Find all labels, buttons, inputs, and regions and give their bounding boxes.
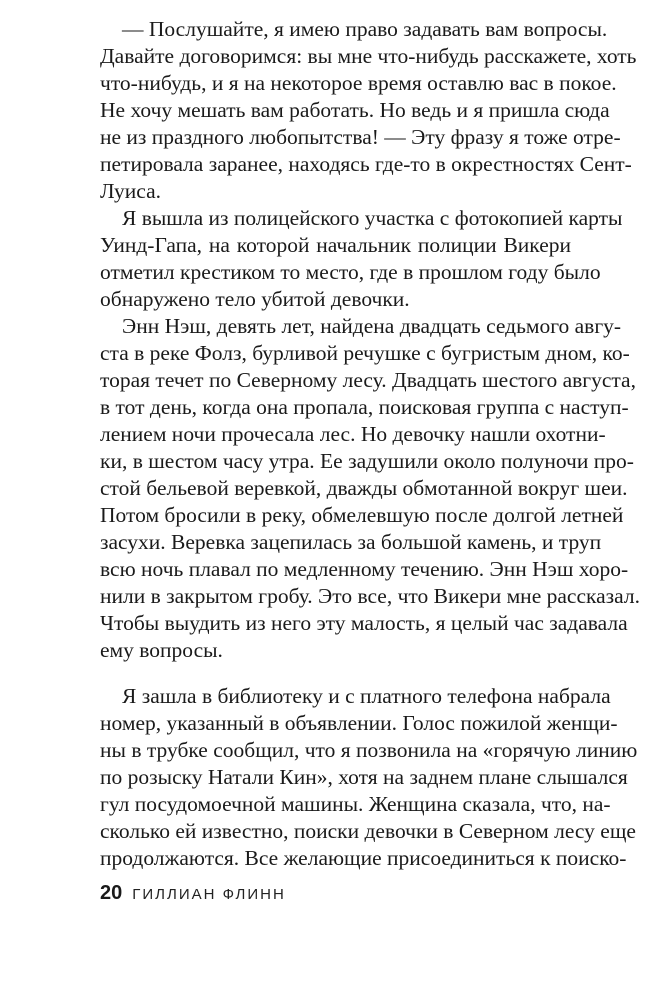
text-line: Давайте договоримся: вы мне что-нибудь расскажете, хоть: [100, 44, 637, 68]
text-line: петировала заранее, находясь где-то в окрестностях Сент-: [100, 152, 632, 176]
text-line: Луиса.: [100, 179, 162, 203]
text-line: сколько ей известно, поиски девочки в Северном лесу еще: [100, 819, 636, 843]
text-line: нили в закрытом гробу. Это все, что Викери мне рассказал.: [100, 584, 640, 608]
text-line: ему вопросы.: [100, 638, 223, 662]
text-line: ки, в шестом часу утра. Ее задушили около полуночи про-: [100, 449, 634, 473]
text-line: всю ночь плавал по медленному течению. Энн Нэш хоро-: [100, 557, 629, 581]
text-line: гул посудомоечной машины. Женщина сказала, что, на-: [100, 792, 611, 816]
text-line: обнаружено тело убитой девочки.: [100, 287, 410, 311]
text-line: Потом бросили в реку, обмелевшую после долгой летней: [100, 503, 624, 527]
text-line: засухи. Веревка зацепилась за большой камень, и труп: [100, 530, 602, 554]
text-line: не из праздного любопытства! — Эту фразу я тоже отре-: [100, 125, 621, 149]
text-line: продолжаются. Все желающие присоединиться к поиско-: [100, 846, 627, 870]
text-line: в тот день, когда она пропала, поисковая группа с наступ-: [100, 395, 629, 419]
text-line: номер, указанный в объявлении. Голос пожилой женщи-: [100, 711, 618, 735]
text-line: торая течет по Северному лесу. Двадцать шестого августа,: [100, 368, 636, 392]
text-line: Я зашла в библиотеку и с платного телефона набрала: [122, 684, 611, 708]
text-line: ста в реке Фолз, бурливой речушке с бугристым дном, ко-: [100, 341, 630, 365]
text-line: ны в трубке сообщил, что я позвонила на «горячую линию: [100, 738, 638, 762]
text-line: стой бельевой веревкой, дважды обмотанной вокруг шеи.: [100, 476, 628, 500]
text-line: Энн Нэш, девять лет, найдена двадцать седьмого авгу-: [122, 314, 622, 338]
page-number: 20: [100, 882, 123, 904]
page-footer: [100, 882, 286, 905]
text-line: отметил крестиком то место, где в прошлом году было: [100, 260, 601, 284]
text-line: Чтобы выудить из него эту малость, я целый час задавала: [100, 611, 628, 635]
text-line: Уинд-Гапа, на которой начальник полиции Викери: [100, 233, 571, 257]
running-head-author: ГИЛЛИАН ФЛИНН: [132, 886, 286, 903]
text-line: — Послушайте, я имею право задавать вам вопросы.: [122, 17, 608, 41]
text-line: что-нибудь, и я на некоторое время оставлю вас в покое.: [100, 71, 617, 95]
text-line: Не хочу мешать вам работать. Но ведь и я пришла сюда: [100, 98, 610, 122]
text-line: Я вышла из полицейского участка с фотокопией карты: [122, 206, 623, 230]
text-line: по розыску Натали Кин», хотя на заднем плане слышался: [100, 765, 628, 789]
text-line: лением ночи прочесала лес. Но девочку нашли охотни-: [100, 422, 606, 446]
